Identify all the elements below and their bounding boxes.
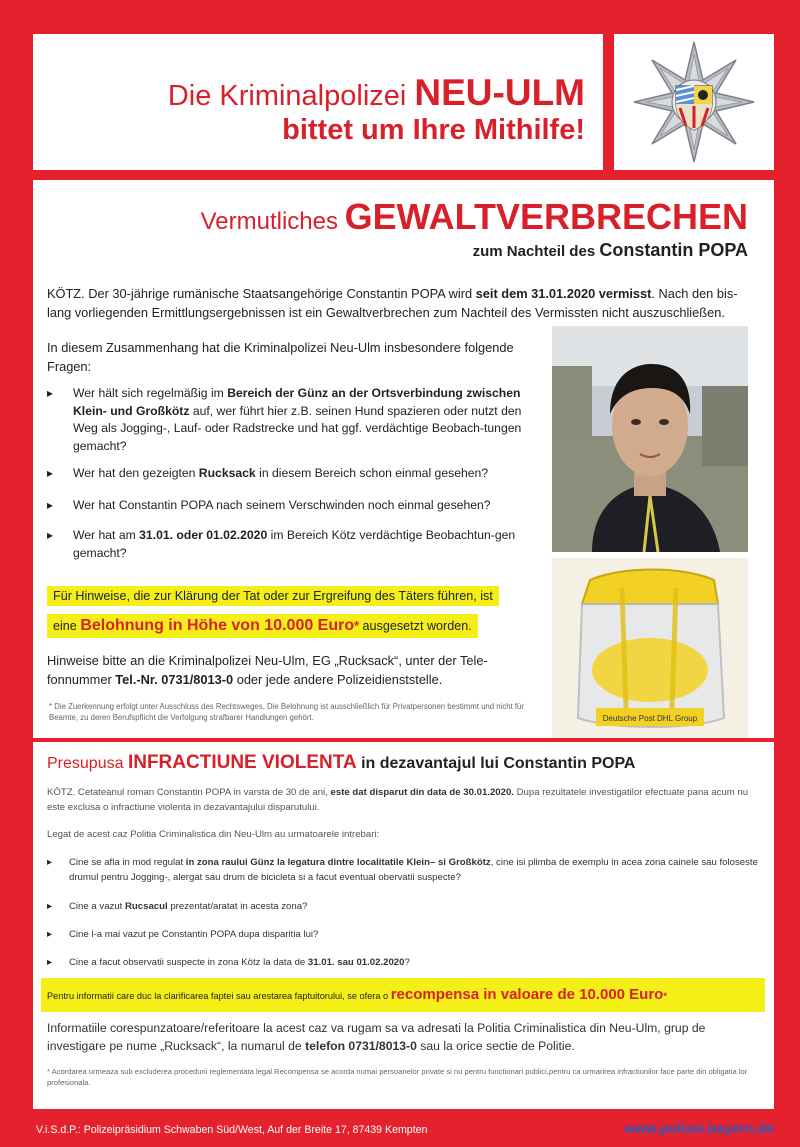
reward-line-1: Für Hinweise, die zur Klärung der Tat oder zur Ergreifung des Täters führen, ist (47, 586, 499, 606)
german-title: Vermutliches GEWALTVERBRECHEN (200, 196, 748, 237)
romanian-footnote: * Acordarea urmeaza sub excluderea procedurii reglementata legal.Recompensa se acorda numai persoanelor private si nu pentru functionari publici,pentru ca urmarirea infractiunilor face parte din obligatia lor profesionala. (47, 1067, 748, 1087)
romanian-section (33, 742, 774, 1109)
missing-person-photo (552, 326, 748, 552)
german-intro: KÖTZ. Der 30-jährige rumänische Staatsangehörige Constantin POPA wird seit dem 31.01.2020 vermisst. Nach den bis-lang vorliegenden Ermittlungsergebnissen ist ein Gewaltverbrechen zum Nachteil des Vermissten nicht auszuschließen. (47, 286, 738, 320)
german-section (33, 180, 774, 738)
german-question-1: ▸ Wer hält sich regelmäßig im Bereich der Günz an der Ortsverbindung zwischen Klein- und Großkötz auf, wer führt hier z.B. seinen Hund spazieren oder nutzt den Weg als Jogging-, Lauf- oder Radstrecke und hat ggf. verdächtige Beobach-tungen gemacht? (47, 385, 547, 455)
german-question-4: ▸ Wer hat am 31.01. oder 01.02.2020 im Bereich Kötz verdächtige Beobachtun-gen gemacht? (47, 527, 547, 562)
header-line-2: bittet um Ihre Mithilfe! (282, 114, 585, 146)
bag-label: Deutsche Post DHL Group (602, 714, 698, 723)
bavarian-police-star-icon (620, 40, 768, 164)
backpack-image (552, 558, 748, 738)
german-subtitle: zum Nachteil des Constantin POPA (472, 240, 748, 260)
german-question-3: ▸ Wer hat Constantin POPA nach seinem Verschwinden noch einmal gesehen? (47, 497, 547, 515)
romanian-reward-amount: recompensa in valoare de 10.000 Euro (390, 986, 664, 1003)
backpack-photo (552, 558, 748, 738)
header-line-1: Die Kriminalpolizei NEU-ULM (167, 72, 585, 113)
romanian-question-3: ▸ Cine l-a mai vazut pe Constantin POPA dupa disparitia lui? (47, 928, 762, 943)
german-footnote: * Die Zuerkennung erfolgt unter Ausschluss des Rechtsweges. Die Belohnung ist ausschließlich für Privatpersonen bestimmt und nicht für Beamte, zu deren Berufspflicht die Verfolgung strafbarer Handlungen gehört. (49, 702, 524, 722)
romanian-question-4: ▸ Cine a facut observatii suspecte in zona Kötz la data de 31.01. sau 01.02.2020? (47, 956, 762, 971)
website-link[interactable]: www.polizei.bayern.de (624, 1120, 774, 1136)
romanian-context: Legat de acest caz Politia Criminalistica din Neu-Ulm au urmatoarele intrebari: (47, 829, 380, 840)
romanian-title: Presupusa INFRACTIUNE VIOLENTA in dezavantajul lui Constantin POPA (47, 752, 636, 773)
header-banner (33, 34, 603, 170)
romanian-reward: Pentru informatii care duc la clarificarea faptei sau arestarea faptuitorului, se ofera o recompensa in valoare de 10.000 Euro* (41, 978, 765, 1012)
reward-amount: Belohnung in Höhe von 10.000 Euro (80, 617, 355, 634)
romanian-question-2: ▸ Cine a vazut Rucsacul prezentat/aratat in acesta zona? (47, 900, 762, 915)
german-question-2: ▸ Wer hat den gezeigten Rucksack in diesem Bereich schon einmal gesehen? (47, 465, 547, 483)
imprint-text: V.i.S.d.P.: Polizeipräsidium Schwaben Süd/West, Auf der Breite 17, 87439 Kempten (36, 1124, 428, 1136)
german-contact: Hinweise bitte an die Kriminalpolizei Neu-Ulm, EG „Rucksack“, unter der Tele-fonnummer Tel.-Nr. 0731/8013-0 oder jede andere Polizeidienststelle. (47, 653, 488, 687)
reward-line-2: eine Belohnung in Höhe von 10.000 Euro* ausgesetzt worden. (47, 614, 478, 638)
logo-panel (614, 34, 774, 170)
romanian-intro: KÖTZ. Cetateanul roman Constantin POPA in varsta de 30 de ani, este dat disparut din data de 30.01.2020. Dupa rezultatele investigatilor efectuate pana acum nu este exclusa o infractiune violenta in dezavantajului disparutului. (47, 787, 749, 813)
person-portrait-image (552, 326, 748, 552)
header-city: NEU-ULM (414, 72, 585, 113)
german-context: In diesem Zusammenhang hat die Kriminalpolizei Neu-Ulm insbesondere folgende Fragen: (47, 340, 514, 374)
romanian-contact: Informatiile corespunzatoare/referitoare la acest caz va rugam sa va adresati la Politia Criminalistica din Neu-Ulm, grup de investigare pe nume „Rucksack“, la numarul de telefon 0731/8013-0 sau la orice sectie de Politie. (47, 1021, 706, 1053)
romanian-question-1: ▸ Cine se afla in mod regulat in zona raului Günz la legatura dintre localitatile Klein– si Großkötz, cine isi plimba de exemplu in acea zona cainele sau foloseste drumul pentru Jogging-, alergat sau drum de bicicleta si a facut eventual obervatii suspecte? (47, 856, 762, 885)
